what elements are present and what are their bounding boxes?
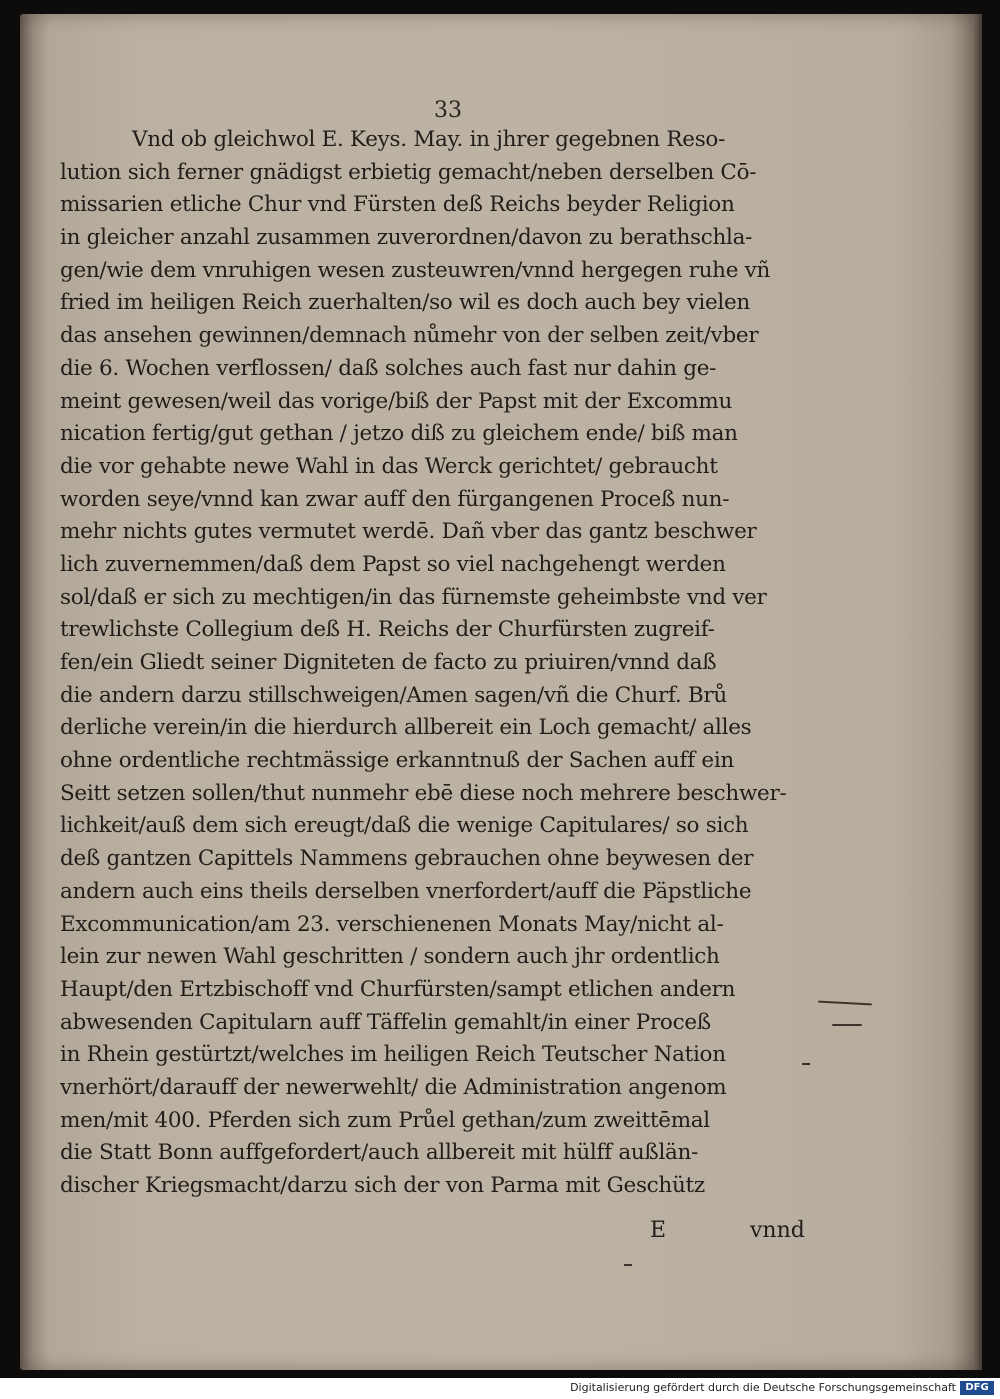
margin-dash: [802, 1063, 810, 1065]
text-line: in gleicher anzahl zusammen zuverordnen/davon zu berathschla-: [60, 225, 753, 251]
text-line: men/mit 400. Pferden sich zum Průel gethan/zum zweittēmal: [60, 1107, 710, 1133]
text-line: derliche verein/in die hierdurch allbereit ein Loch gemacht/ alles: [60, 715, 752, 741]
margin-dash: [624, 1264, 632, 1266]
footer-bar: [0, 1378, 1000, 1399]
text-line: die andern darzu stillschweigen/Amen sagen/vñ die Churf. Brů: [60, 682, 727, 708]
page-edge: [974, 14, 982, 1370]
text-line: trewlichste Collegium deß H. Reichs der Churfürsten zugreif-: [60, 617, 715, 643]
body-text: [60, 124, 820, 1203]
text-line: die vor gehabte newe Wahl in das Werck gerichtet/ gebraucht: [60, 453, 718, 479]
text-line: fen/ein Gliedt seiner Digniteten de facto zu priuiren/vnnd daß: [60, 650, 717, 675]
text-line: lich zuvernemmen/daß dem Papst so viel nachgehengt werden: [60, 551, 726, 577]
text-line: Haupt/den Ertzbischoff vnd Churfürsten/sampt etlichen andern: [60, 976, 736, 1002]
text-line: meint gewesen/weil das vorige/biß der Papst mit der Excommu: [60, 388, 732, 414]
text-line: andern auch eins theils derselben vnerfordert/auff die Päpstliche: [60, 878, 752, 904]
text-line: deß gantzen Capittels Nammens gebrauchen ohne beywesen der: [60, 846, 754, 872]
dfg-logo: DFG: [960, 1381, 994, 1395]
text-line: sol/daß er sich zu mechtigen/in das fürnemste geheimbste vnd ver: [60, 584, 767, 610]
text-line: in Rhein gestürtzt/welches im heiligen Reich Teutscher Nation: [60, 1042, 726, 1068]
text-line: missarien etliche Chur vnd Fürsten deß Reichs beyder Religion: [60, 192, 735, 218]
text-line: gen/wie dem vnruhigen wesen zusteuwren/vnnd hergegen ruhe vñ: [60, 257, 771, 283]
text-line: Seitt setzen sollen/thut nunmehr ebē diese noch mehrere beschwer-: [60, 780, 787, 806]
text-line: Vnd ob gleichwol E. Keys. May. in jhrer gegebnen Reso-: [132, 127, 726, 152]
text-line: fried im heiligen Reich zuerhalten/so wil es doch auch bey vielen: [60, 290, 750, 316]
text-line: mehr nichts gutes vermutet werdē. Dañ vber das gantz beschwer: [60, 519, 757, 545]
catchword: vnnd: [750, 1218, 805, 1243]
document-page: [20, 14, 976, 1370]
text-line: die 6. Wochen verflossen/ daß solches auch fast nur dahin ge-: [60, 355, 717, 381]
text-line: vnerhört/darauff der newerwehlt/ die Administration angenom: [60, 1074, 727, 1100]
text-line: ohne ordentliche rechtmässige erkanntnuß der Sachen auff ein: [60, 748, 734, 774]
text-line: das ansehen gewinnen/demnach nůmehr von der selben zeit/vber: [60, 323, 759, 349]
text-line: lution sich ferner gnädigst erbietig gemacht/neben derselben Cō-: [60, 159, 757, 185]
text-line: die Statt Bonn auffgefordert/auch allbereit mit hülff außlän-: [60, 1140, 699, 1166]
text-line: lein zur newen Wahl geschritten / sondern auch jhr ordentlich: [60, 944, 720, 970]
text-line: nication fertig/gut gethan / jetzo diß zu gleichem ende/ biß man: [60, 421, 738, 447]
margin-pen-stroke: [832, 1024, 862, 1026]
signature-mark: E: [650, 1218, 667, 1243]
text-line: discher Kriegsmacht/darzu sich der von Parma mit Geschütz: [60, 1173, 705, 1198]
margin-pen-stroke: [818, 1001, 872, 1006]
page-number: 33: [434, 98, 462, 123]
funding-credit: Digitalisierung gefördert durch die Deutsche Forschungsgemeinschaft: [570, 1381, 956, 1394]
text-line: worden seye/vnnd kan zwar auff den fürgangenen Proceß nun-: [60, 486, 730, 512]
text-line: abwesenden Capitularn auff Täffelin gemahlt/in einer Proceß: [60, 1009, 711, 1035]
text-line: Excommunication/am 23. verschienenen Monats May/nicht al-: [60, 911, 724, 937]
text-line: lichkeit/auß dem sich ereugt/daß die wenige Capitulares/ so sich: [60, 813, 749, 839]
